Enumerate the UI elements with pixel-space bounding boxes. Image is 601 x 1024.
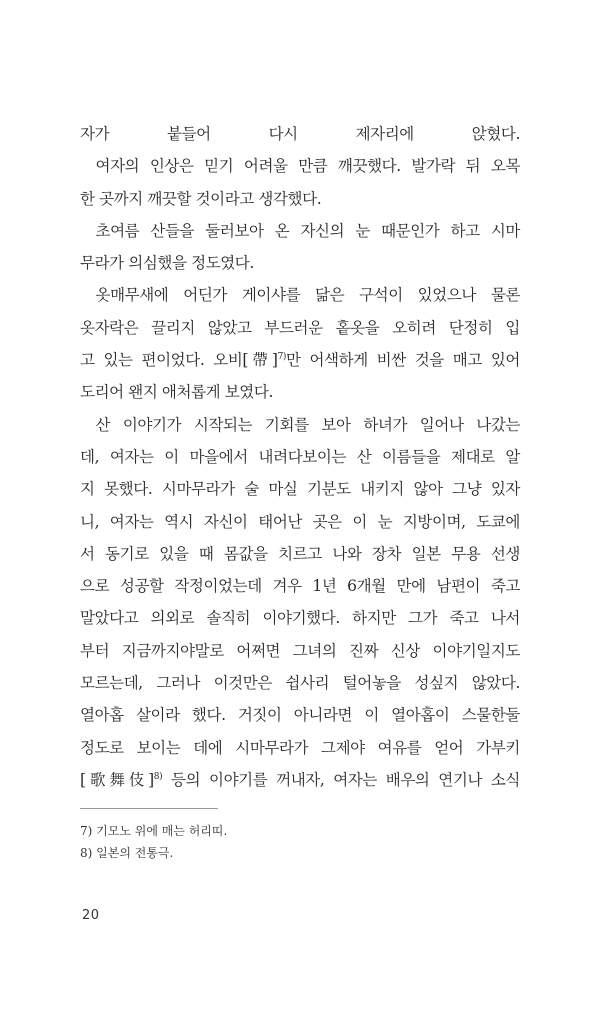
- footnote-7: 7) 기모노 위에 매는 허리띠.: [80, 824, 228, 838]
- text-line: 열아홉 살이라 했다. 거짓이 아니라면 이 열아홉이 스물한둘: [80, 706, 520, 725]
- text-line-with-footnote: [80, 764, 520, 796]
- text-line: 여자의 인상은 믿기 어려울 만큼 깨끗했다. 발가락 뒤 오목: [95, 157, 520, 176]
- footnotes: [80, 820, 227, 864]
- page-number: 20: [82, 908, 100, 923]
- text-line: 으로 성공할 작정이었는데 겨우 1년 6개월 만에 남편이 죽고: [80, 577, 520, 596]
- footnote-8: 8) 일본의 전통극.: [80, 846, 174, 860]
- text-line: 서 동기로 있을 때 몸값을 치르고 나와 장차 일본 무용 선생: [80, 544, 520, 563]
- text-line: 모르는데, 그러나 이것만은 쉽사리 털어놓을 성싶지 않았다.: [80, 674, 520, 693]
- footnote-ref-8: 8): [153, 771, 163, 782]
- body-text: [80, 118, 520, 796]
- footnote-divider: [80, 808, 218, 809]
- text-line: 초여름 산들을 둘러보아 온 자신의 눈 때문인가 하고 시마: [95, 221, 520, 240]
- text-line: 말았다고 의외로 솔직히 이야기했다. 하지만 그가 죽고 나서: [80, 609, 520, 628]
- text-line: 도리어 왠지 애처롭게 보였다.: [80, 383, 273, 402]
- text-line: 산 이야기가 시작되는 기회를 보아 하녀가 일어나 나갔는: [95, 415, 520, 434]
- text-line: 부터 지금까지야말로 어쩌면 그녀의 진짜 신상 이야기일지도: [80, 641, 520, 660]
- text-fragment: [歌舞伎]: [80, 770, 154, 789]
- text-line: 옷자락은 끌리지 않았고 부드러운 홑옷을 오히려 단정히 입: [80, 318, 520, 337]
- text-fragment: 고 있는 편이었다. 오비[帶]: [80, 351, 278, 370]
- footnote-ref-7: 7): [277, 351, 286, 362]
- text-line-with-footnote: [80, 344, 520, 376]
- text-fragment: 만 어색하게 비싼 것을 매고 있어: [286, 351, 520, 370]
- text-line: 한 곳까지 깨끗할 것이라고 생각했다.: [80, 189, 322, 208]
- text-line: 데, 여자는 이 마을에서 내려다보이는 산 이름들을 제대로 알: [80, 447, 520, 466]
- text-line: 니, 여자는 역시 자신이 태어난 곳은 이 눈 지방이며, 도쿄에: [80, 512, 520, 531]
- text-line: 무라가 의심했을 정도였다.: [80, 254, 254, 273]
- text-line: 자가 붙들어 다시 제자리에 앉혔다.: [80, 125, 520, 143]
- text-line: 지 못했다. 시마무라가 술 마실 기분도 내키지 않아 그냥 있자: [80, 480, 520, 499]
- text-line: 옷매무새에 어딘가 게이샤를 닮은 구석이 있었으나 물론: [95, 286, 520, 305]
- text-line: 정도로 보이는 데에 시마무라가 그제야 여유를 얻어 가부키: [80, 738, 520, 757]
- text-fragment: 등의 이야기를 꺼내자, 여자는 배우의 연기나 소식: [162, 770, 520, 789]
